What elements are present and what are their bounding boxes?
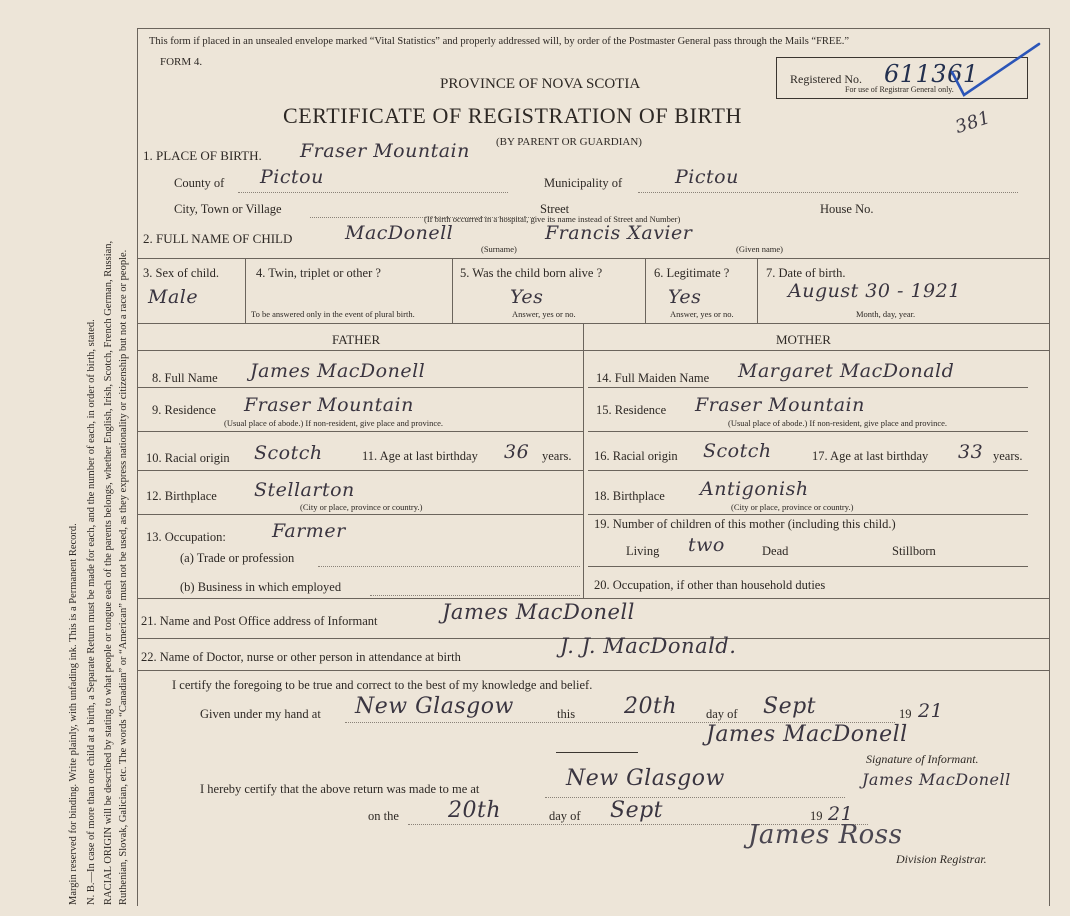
- rule-f9: [137, 431, 583, 432]
- grid-divider-4: [757, 258, 758, 323]
- certificate-title: CERTIFICATE OF REGISTRATION OF BIRTH: [283, 103, 742, 128]
- frame-top: [137, 28, 1050, 29]
- rule-f8: [137, 387, 583, 388]
- rule-22: [137, 670, 1050, 671]
- rule-m16: [588, 470, 1028, 471]
- legitimate-note: Answer, yes or no.: [670, 309, 734, 319]
- father-residence-label: 9. Residence: [152, 403, 216, 417]
- municipality-value: Pictou: [675, 166, 739, 188]
- registered-label: Registered No.: [790, 72, 862, 86]
- rule-m15: [588, 431, 1028, 432]
- frame-right: [1049, 28, 1050, 906]
- certify-statement: I certify the foregoing to be true and correct to the best of my knowledge and belief.: [172, 678, 593, 692]
- sex-label: 3. Sex of child.: [143, 266, 220, 280]
- parent-divider: [583, 323, 584, 598]
- rule-heading: [137, 350, 1050, 351]
- registrar-day-of: day of: [549, 809, 581, 823]
- mail-notice: This form if placed in an unsealed envelope marked “Vital Statistics” and properly addressed will, by order of the Postmaster General pass through the Mails “FREE.”: [149, 36, 850, 47]
- county-line: [238, 191, 508, 193]
- father-name-value: James MacDonell: [250, 360, 426, 382]
- child-surname: MacDonell: [345, 222, 454, 244]
- business-label: (b) Business in which employed: [180, 580, 342, 594]
- doctor-value: J. J. MacDonald.: [560, 634, 737, 658]
- given-name-note: (Given name): [736, 244, 783, 254]
- sex-value: Male: [148, 286, 199, 308]
- mother-birthplace-note: (City or place, province or country.): [731, 502, 854, 512]
- father-years: years.: [542, 449, 572, 463]
- given-place: New Glasgow: [355, 694, 514, 719]
- mother-residence-value: Fraser Mountain: [695, 394, 865, 416]
- rule-f10: [137, 470, 583, 471]
- grid-divider-1: [245, 258, 246, 323]
- mother-heading: MOTHER: [776, 332, 831, 347]
- registrar-use-note: For use of Registrar General only.: [845, 85, 954, 94]
- frame-left: [137, 28, 138, 906]
- registrar-month: Sept: [610, 798, 664, 823]
- mother-name-value: Margaret MacDonald: [738, 360, 955, 382]
- dead-label: Dead: [762, 544, 789, 558]
- father-birthplace-value: Stellarton: [254, 479, 355, 501]
- date-label: 7. Date of birth.: [766, 266, 846, 280]
- on-the-label: on the: [368, 809, 399, 823]
- municipality-label: Municipality of: [544, 176, 623, 190]
- margin-racial-note-1: RACIAL ORIGIN will be described by stating to what people or tongue each of the parents belongs, whether English, Irish, Scotch, French German, Russian,: [103, 240, 114, 905]
- rule-bottom-grid: [137, 323, 1050, 324]
- corner-number: 381: [952, 106, 994, 139]
- date-note: Month, day, year.: [856, 309, 916, 319]
- trade-line: [318, 565, 580, 567]
- living-value: two: [688, 534, 725, 556]
- place-of-birth-value: Fraser Mountain: [300, 140, 470, 162]
- province-heading: PROVINCE OF NOVA SCOTIA: [440, 76, 641, 92]
- street-label: Street: [540, 202, 570, 216]
- municipality-line: [638, 191, 1018, 193]
- hospital-note: (If birth occurred in a hospital, give its name instead of Street and Number): [424, 214, 681, 224]
- margin-binding-note: Margin reserved for binding. Write plainly, with unfading ink. This is a Permanent Record.: [68, 523, 79, 905]
- informant-label: 21. Name and Post Office address of Informant: [141, 614, 378, 628]
- grid-divider-3: [645, 258, 646, 323]
- registration-number: 611361: [884, 60, 979, 88]
- by-parent-note: (BY PARENT OR GUARDIAN): [496, 136, 642, 148]
- rule-m19: [588, 566, 1028, 567]
- informant-value: James MacDonell: [442, 600, 635, 624]
- division-registrar-label: Division Registrar.: [896, 852, 987, 866]
- father-name-label: 8. Full Name: [152, 371, 218, 385]
- mother-years: years.: [993, 449, 1023, 463]
- twin-label: 4. Twin, triplet or other ?: [256, 266, 381, 280]
- child-name-label: 2. FULL NAME OF CHILD: [143, 231, 293, 246]
- form-number: FORM 4.: [160, 56, 203, 68]
- alive-value: Yes: [510, 286, 544, 308]
- mother-residence-label: 15. Residence: [596, 403, 667, 417]
- signature-informant-label: Signature of Informant.: [866, 752, 979, 766]
- city-label: City, Town or Village: [174, 202, 282, 216]
- made-line: [545, 796, 845, 798]
- hereby-statement: I hereby certify that the above return was made to me at: [200, 782, 480, 796]
- alive-label: 5. Was the child born alive ?: [460, 266, 603, 280]
- stillborn-label: Stillborn: [892, 544, 936, 558]
- given-year: 21: [918, 700, 944, 722]
- given-year-prefix: 19: [899, 707, 912, 721]
- rule-informant-top: [137, 598, 1050, 599]
- mother-age-value: 33: [958, 441, 984, 463]
- father-birthplace-note: (City or place, province or country.): [300, 502, 423, 512]
- blue-check-mark: [944, 40, 1044, 100]
- mother-name-label: 14. Full Maiden Name: [596, 371, 710, 385]
- father-residence-value: Fraser Mountain: [244, 394, 414, 416]
- mother-birthplace-label: 18. Birthplace: [594, 489, 665, 503]
- business-line: [370, 594, 580, 596]
- father-birthplace-label: 12. Birthplace: [146, 489, 217, 503]
- registrar-day: 20th: [448, 798, 502, 823]
- child-given-name: Francis Xavier: [545, 222, 693, 244]
- county-label: County of: [174, 176, 225, 190]
- father-occupation-value: Farmer: [272, 520, 346, 542]
- made-place: New Glasgow: [566, 766, 725, 791]
- father-residence-note: (Usual place of abode.) If non-resident, give place and province.: [224, 418, 444, 428]
- children-count-label: 19. Number of children of this mother (including this child.): [594, 517, 896, 531]
- given-day: 20th: [624, 694, 678, 719]
- father-age-label: 11. Age at last birthday: [362, 449, 478, 463]
- registrar-year: 21: [828, 803, 854, 825]
- registrar-year-prefix: 19: [810, 809, 823, 823]
- made-extra-name: James MacDonell: [862, 770, 1011, 789]
- living-label: Living: [626, 544, 660, 558]
- father-age-value: 36: [504, 441, 530, 463]
- given-label: Given under my hand at: [200, 707, 321, 721]
- father-heading: FATHER: [332, 332, 381, 347]
- mother-residence-note: (Usual place of abode.) If non-resident, give place and province.: [728, 418, 948, 428]
- registrar-signature: James Ross: [748, 820, 903, 850]
- margin-racial-note-2: Ruthenian, Slovak, Galician, etc. The words “Canadian” or “American” must not be used, as they express nationality or citizenship but not a race or people.: [118, 249, 129, 905]
- legitimate-value: Yes: [668, 286, 702, 308]
- mother-occupation-label: 20. Occupation, if other than household duties: [594, 578, 826, 592]
- twin-note: To be answered only in the event of plural birth.: [251, 309, 415, 319]
- alive-note: Answer, yes or no.: [512, 309, 576, 319]
- rule-m18: [588, 514, 1028, 515]
- legitimate-label: 6. Legitimate ?: [654, 266, 730, 280]
- this-label: this: [557, 707, 576, 721]
- rule-m14: [588, 387, 1028, 388]
- margin-nb-note: N. B.—In case of more than one child at a birth, a Separate Return must be made for each, and the number of each, in order of birth, stated.: [86, 319, 97, 905]
- father-occupation-label: 13. Occupation:: [146, 530, 226, 544]
- father-race-label: 10. Racial origin: [146, 451, 230, 465]
- father-race-value: Scotch: [254, 442, 323, 464]
- trade-label: (a) Trade or profession: [180, 551, 295, 565]
- date-value: August 30 - 1921: [788, 280, 961, 302]
- grid-divider-2: [452, 258, 453, 323]
- place-of-birth-label: 1. PLACE OF BIRTH.: [143, 148, 262, 163]
- mother-birthplace-value: Antigonish: [700, 478, 809, 500]
- rule-f12: [137, 514, 583, 515]
- house-label: House No.: [820, 202, 874, 216]
- informant-signature: James MacDonell: [706, 722, 908, 747]
- mother-race-value: Scotch: [703, 440, 772, 462]
- surname-note: (Surname): [481, 244, 517, 254]
- county-value: Pictou: [260, 166, 324, 188]
- rule-top-grid: [137, 258, 1050, 259]
- mother-race-label: 16. Racial origin: [594, 449, 678, 463]
- doctor-label: 22. Name of Doctor, nurse or other person in attendance at birth: [141, 650, 461, 664]
- given-month: Sept: [763, 694, 817, 719]
- short-rule: [556, 752, 638, 753]
- given-day-of: day of: [706, 707, 738, 721]
- mother-age-label: 17. Age at last birthday: [812, 449, 929, 463]
